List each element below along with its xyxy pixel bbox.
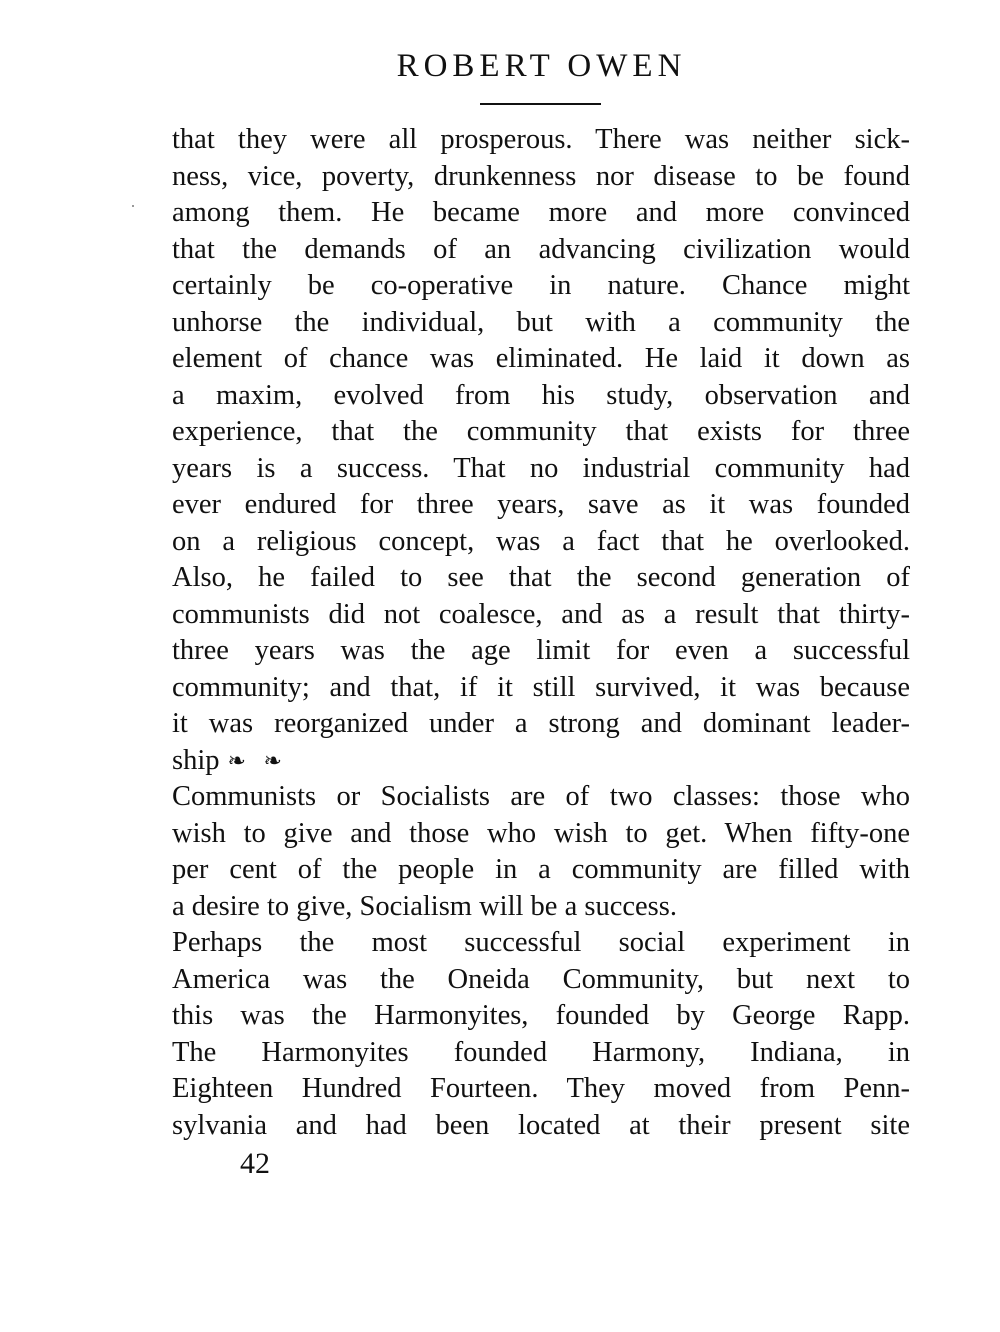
text-line: Eighteen Hundred Fourteen. They moved from Penn- bbox=[172, 1073, 910, 1104]
running-head: ROBERT OWEN bbox=[396, 48, 687, 84]
text-line: this was the Harmonyites, founded by George Rapp. bbox=[172, 1000, 910, 1031]
header-rule bbox=[480, 103, 601, 105]
text-line-paragraph-end bbox=[172, 743, 910, 780]
text-line: ever endured for three years, save as it was founded bbox=[172, 489, 910, 520]
scan-speck bbox=[132, 205, 134, 207]
text-line-content: ship bbox=[172, 744, 220, 776]
text-line: Communists or Socialists are of two classes: those who bbox=[172, 781, 910, 812]
text-line: America was the Oneida Community, but next to bbox=[172, 963, 910, 995]
text-line: wish to give and those who wish to get. When fifty-one bbox=[172, 817, 910, 849]
text-line: community; and that, if it still survived, it was because bbox=[172, 671, 910, 703]
page-number: 42 bbox=[240, 1147, 270, 1180]
text-line: years is a success. That no industrial community had bbox=[172, 452, 910, 484]
text-line: ness, vice, poverty, drunkenness nor disease to be found bbox=[172, 160, 910, 192]
text-line: Perhaps the most successful social experiment in bbox=[172, 927, 910, 958]
text-line: per cent of the people in a community are filled with bbox=[172, 854, 910, 885]
text-line: a maxim, evolved from his study, observation and bbox=[172, 379, 910, 411]
text-line: it was reorganized under a strong and dominant leader- bbox=[172, 708, 910, 739]
text-line: sylvania and had been located at their present site bbox=[172, 1109, 910, 1141]
text-line-paragraph-end: a desire to give, Socialism will be a success. bbox=[172, 890, 677, 922]
text-line: element of chance was eliminated. He laid it down as bbox=[172, 343, 910, 374]
text-line: that they were all prosperous. There was neither sick- bbox=[172, 124, 910, 155]
text-line: The Harmonyites founded Harmony, Indiana, in bbox=[172, 1036, 910, 1068]
text-line: on a religious concept, was a fact that he overlooked. bbox=[172, 525, 910, 557]
text-line: communists did not coalesce, and as a result that thirty- bbox=[172, 598, 910, 630]
text-line: certainly be co-operative in nature. Chance might bbox=[172, 270, 910, 301]
text-line: that the demands of an advancing civilization would bbox=[172, 233, 910, 265]
text-line: among them. He became more and more convinced bbox=[172, 197, 910, 228]
body-text bbox=[172, 122, 910, 1144]
text-line: experience, that the community that exists for three bbox=[172, 416, 910, 447]
text-line: three years was the age limit for even a successful bbox=[172, 635, 910, 666]
text-line: unhorse the individual, but with a community the bbox=[172, 306, 910, 338]
fleuron-ornament-icon: ❧ ❧ bbox=[227, 747, 288, 773]
text-line: Also, he failed to see that the second generation of bbox=[172, 562, 910, 593]
